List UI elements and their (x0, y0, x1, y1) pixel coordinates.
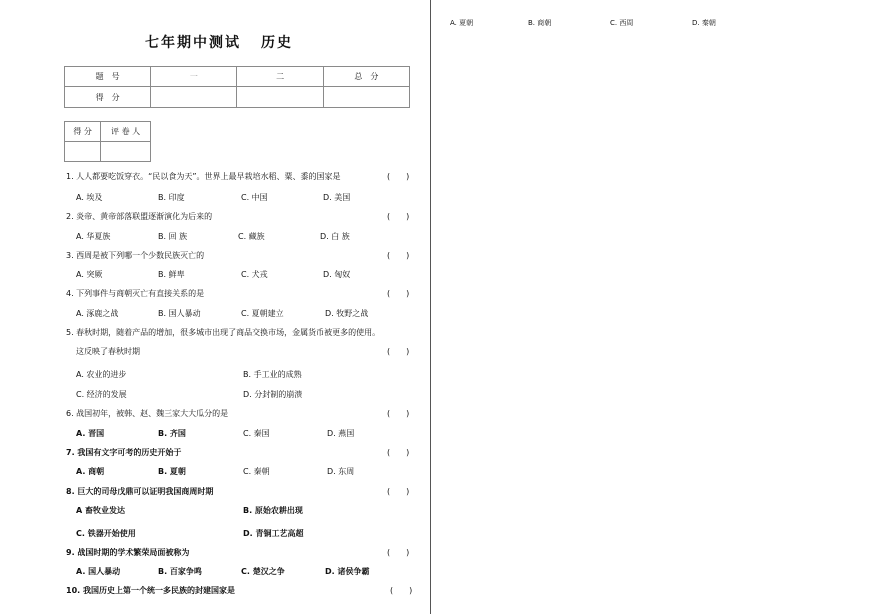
q6-option-a[interactable]: A. 晋国 (76, 429, 105, 438)
q9-option-a[interactable]: A. 国人暴动 (76, 567, 121, 576)
q1-option-c[interactable]: C. 中国 (241, 193, 268, 202)
score-cell-total[interactable] (323, 87, 409, 108)
answer-paren-3[interactable]: ( ) (387, 251, 410, 260)
question-1: 1. 人人都要吃饭穿衣。“民以食为天”。世界上最早栽培水稻、粟、黍的国家是 (66, 172, 341, 181)
score-header-part1: 一 (151, 67, 237, 87)
question-5-cont: 这反映了春秋时期 (76, 347, 140, 356)
q1-option-a[interactable]: A. 埃及 (76, 193, 103, 202)
question-7: 7. 我国有文字可考的历史开始于 (66, 448, 182, 457)
grader-score-cell[interactable] (65, 142, 101, 162)
score-header-total: 总 分 (323, 67, 409, 87)
answer-paren-4[interactable]: ( ) (387, 289, 410, 298)
q3-option-a[interactable]: A. 突厥 (76, 270, 103, 279)
q9-option-c[interactable]: C. 楚汉之争 (241, 567, 285, 576)
grader-name-cell[interactable] (101, 142, 151, 162)
q1-option-d[interactable]: D. 美国 (323, 193, 351, 202)
q3-option-d[interactable]: D. 匈奴 (323, 270, 351, 279)
question-2: 2. 炎帝、黄帝部落联盟逐渐演化为后来的 (66, 212, 213, 221)
exam-title-main: 七年期中测试 (145, 35, 241, 51)
q8-option-b[interactable]: B. 原始农耕出现 (243, 506, 303, 515)
question-5: 5. 春秋时期，随着产品的增加，很多城市出现了商品交换市场，金属货币被更多的使用。 (66, 328, 381, 337)
answer-paren-6[interactable]: ( ) (387, 409, 410, 418)
q7-option-b[interactable]: B. 夏朝 (158, 467, 186, 476)
answer-paren-1[interactable]: ( ) (387, 172, 410, 181)
score-cell-part1[interactable] (151, 87, 237, 108)
q10-option-d[interactable]: D. 秦朝 (692, 19, 716, 27)
score-table (64, 66, 410, 108)
grader-name-label: 评 卷 人 (101, 122, 151, 142)
q7-option-c[interactable]: C. 秦朝 (243, 467, 270, 476)
q9-option-d[interactable]: D. 诸侯争霸 (325, 567, 370, 576)
exam-title-subject: 历史 (261, 35, 293, 51)
q3-option-c[interactable]: C. 犬戎 (241, 270, 268, 279)
page-divider (430, 0, 431, 614)
q3-option-b[interactable]: B. 鲜卑 (158, 270, 185, 279)
q4-option-d[interactable]: D. 牧野之战 (325, 309, 369, 318)
question-10: 10. 我国历史上第一个统一多民族的封建国家是 (66, 586, 235, 595)
score-header-label: 题 号 (65, 67, 151, 87)
q5-option-a[interactable]: A. 农业的进步 (76, 370, 127, 379)
q6-option-c[interactable]: C. 秦国 (243, 429, 270, 438)
score-header-part2: 二 (237, 67, 323, 87)
q8-option-d[interactable]: D. 青铜工艺高超 (243, 529, 304, 538)
q8-option-c[interactable]: C. 铁器开始使用 (76, 529, 136, 538)
q1-option-b[interactable]: B. 印度 (158, 193, 185, 202)
score-row-label: 得 分 (65, 87, 151, 108)
q2-option-d[interactable]: D. 白 族 (320, 232, 350, 241)
question-8: 8. 巨大的司母戊鼎可以证明我国商周时期 (66, 487, 214, 496)
q9-option-b[interactable]: B. 百家争鸣 (158, 567, 202, 576)
answer-paren-2[interactable]: ( ) (387, 212, 410, 221)
q2-option-b[interactable]: B. 回 族 (158, 232, 188, 241)
score-cell-part2[interactable] (237, 87, 323, 108)
question-9: 9. 战国时期的学术繁荣局面被称为 (66, 548, 190, 557)
q10-option-c[interactable]: C. 西周 (610, 19, 634, 27)
q5-option-b[interactable]: B. 手工业的成熟 (243, 370, 302, 379)
answer-paren-9[interactable]: ( ) (387, 548, 410, 557)
answer-paren-7[interactable]: ( ) (387, 448, 410, 457)
question-3: 3. 西周是被下列哪一个少数民族灭亡的 (66, 251, 205, 260)
answer-paren-10[interactable]: ( ) (390, 586, 413, 595)
q8-option-a[interactable]: A 畜牧业发达 (76, 506, 125, 515)
q10-option-b[interactable]: B. 商朝 (528, 19, 552, 27)
q6-option-d[interactable]: D. 燕国 (327, 429, 355, 438)
q7-option-a[interactable]: A. 商朝 (76, 467, 105, 476)
question-4: 4. 下列事件与商朝灭亡有直接关系的是 (66, 289, 205, 298)
q4-option-a[interactable]: A. 涿鹿之战 (76, 309, 119, 318)
q5-option-d[interactable]: D. 分封制的崩溃 (243, 390, 303, 399)
q4-option-b[interactable]: B. 国人暴动 (158, 309, 201, 318)
q2-option-c[interactable]: C. 藏族 (238, 232, 265, 241)
q10-option-a[interactable]: A. 夏朝 (450, 19, 474, 27)
q5-option-c[interactable]: C. 经济的发展 (76, 390, 127, 399)
q6-option-b[interactable]: B. 齐国 (158, 429, 186, 438)
question-6: 6. 战国初年，被韩、赵、魏三家大大瓜分的是 (66, 409, 229, 418)
q2-option-a[interactable]: A. 华夏族 (76, 232, 111, 241)
grader-table (64, 121, 151, 162)
grader-score-label: 得 分 (65, 122, 101, 142)
q7-option-d[interactable]: D. 东周 (327, 467, 355, 476)
q4-option-c[interactable]: C. 夏朝建立 (241, 309, 284, 318)
answer-paren-5[interactable]: ( ) (387, 347, 410, 356)
answer-paren-8[interactable]: ( ) (387, 487, 410, 496)
exam-title (145, 32, 293, 52)
